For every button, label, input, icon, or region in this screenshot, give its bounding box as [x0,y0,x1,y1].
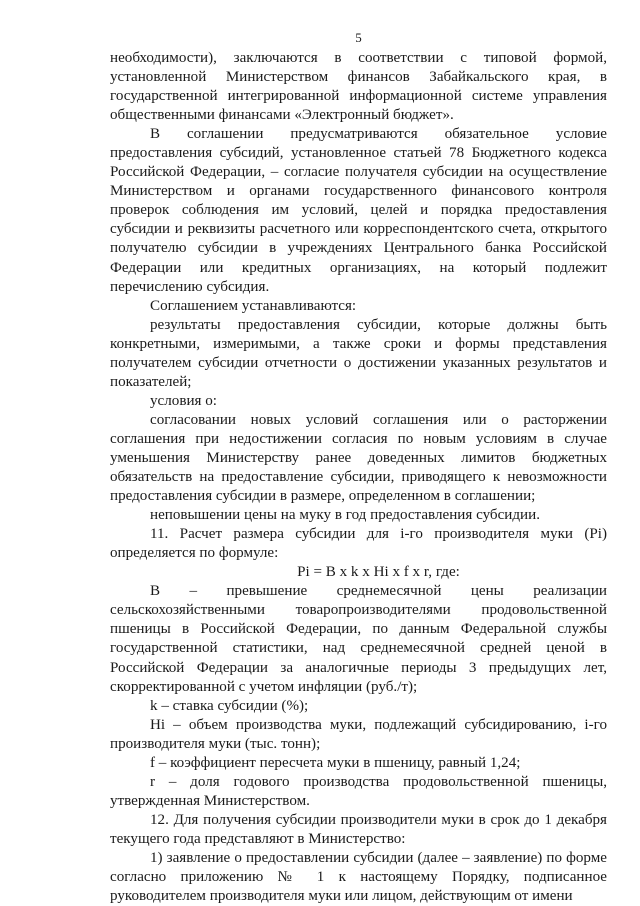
page-number: 5 [355,30,362,45]
definition-r: r – доля годового производства продовольственной пшеницы, утвержденная Министерством. [110,773,607,809]
paragraph-8: 11. Расчет размера субсидии для i-го производителя муки (Pi) определяется по формуле: [110,526,607,562]
formula: Pi = B х k х Hi х f х r, где: [297,564,460,581]
paragraph-12: 12. Для получения субсидии производители муки в срок до 1 декабря текущего года представляют в Министерство: [110,811,607,847]
paragraph-1: необходимости), заключаются в соответствии с типовой формой, установленной Министерством финансов Забайкальского края, в государственной интегрированной информационной системе управления общественными финансами «Электронный бюджет». [110,50,607,124]
paragraph-6: согласовании новых условий соглашения или о расторжении соглашения при недостижении согласия по новым условиям в случае уменьшения Министерству ранее доведенных лимитов бюджетных обязательств на предоставление субсидии, приводящего к невозможности предоставления субсидии в размере, определенном в соглашении; [110,411,607,505]
definition-k: k – ставка субсидии (%); [150,697,309,714]
definition-hi: Hi – объем производства муки, подлежащий субсидированию, i-го производителя муки (тыс. тонн); [110,716,607,752]
paragraph-5: условия о: [150,392,217,409]
paragraph-3: Соглашением устанавливаются: [150,297,357,314]
definition-f: f – коэффициент пересчета муки в пшеницу, равный 1,24; [150,754,521,771]
paragraph-7: неповышении цены на муку в год предоставления субсидии. [150,507,540,524]
paragraph-12-item-1: 1) заявление о предоставлении субсидии (далее – заявление) по форме согласно приложению № 1 к настоящему Порядку, подписанное руководителем производителя муки или лицом, действующим от имени [110,849,607,905]
definition-b: B – превышение среднемесячной цены реализации сельскохозяйственными товаропроизводителями продовольственной пшеницы в Российской Федерации, по данным Федеральной службы государственной статистики, над среднемесячной средней ценой в Российской Федерации за аналогичные периоды 3 предыдущих лет, скорректированной с учетом инфляции (руб./т); [110,583,607,695]
paragraph-4: результаты предоставления субсидии, которые должны быть конкретными, измеримыми, а также сроки и формы представления получателем субсидии отчетности о достижении указанных результатов и показателей; [110,316,607,390]
paragraph-2: В соглашении предусматриваются обязательное условие предоставления субсидий, установленное статьей 78 Бюджетного кодекса Российской Федерации, – согласие получателя субсидии на осуществление Министерством и органами государственного финансового контроля проверок соблюдения им условий, целей и порядка предоставления субсидии и реквизиты расчетного или корреспондентского счета, открытого получателю субсидии в учреждениях Центрального банка Российской Федерации или кредитных организациях, на который подлежит перечислению субсидия. [110,126,607,295]
